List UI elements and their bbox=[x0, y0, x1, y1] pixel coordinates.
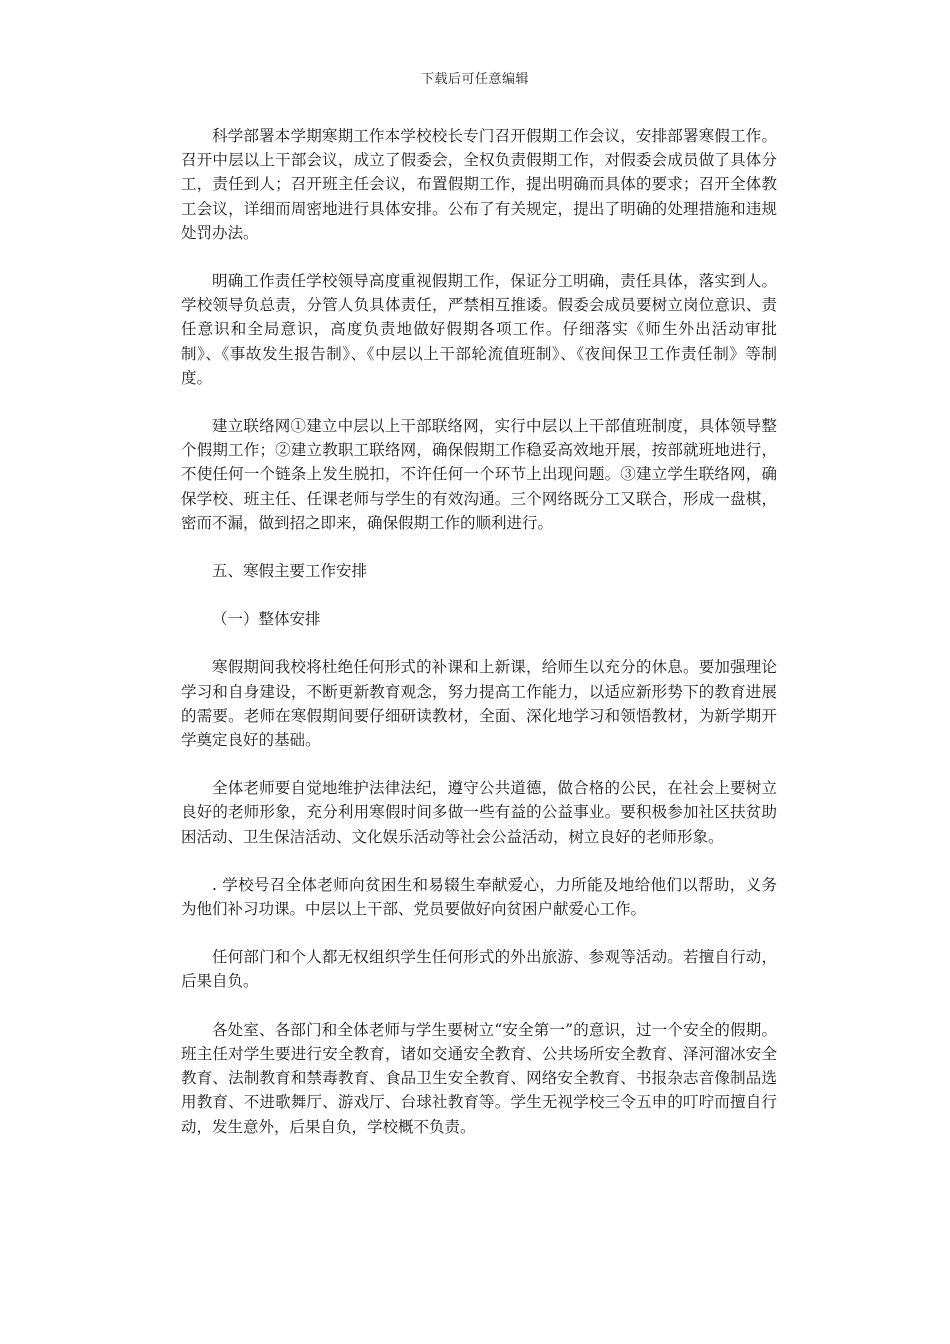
section-heading: 五、寒假主要工作安排 bbox=[212, 562, 368, 581]
paragraph-overall-arrangement: 寒假期间我校将杜绝任何形式的补课和上新课，给师生以充分的休息。要加强理论学习和自身建设，不断更新教育观念，努力提高工作能力，以适应新形势下的教育进展的需要。老师在寒假期间要仔细研读教材，全面、深化地学习和领悟教材，为新学期开学奠定良好的基础。 bbox=[181, 658, 777, 750]
document-body bbox=[181, 124, 777, 1163]
paragraph-work-deployment: 科学部署本学期寒期工作本学校校长专门召开假期工作会议，安排部署寒假工作。召开中层以上干部会议，成立了假委会，全权负责假期工作，对假委会成员做了具体分工，责任到人；召开班主任会议，布置假期工作，提出明确而具体的要求；召开全体教工会议，详细而周密地进行具体安排。公布了有关规定，提出了明确的处理措施和违规处罚办法。 bbox=[181, 127, 777, 242]
header-note: 下载后可任意编辑 bbox=[420, 72, 529, 87]
paragraph-contact-network: 建立联络网①建立中层以上干部联络网，实行中层以上干部值班制度，具体领导整个假期工作；②建立教职工联络网，确保假期工作稳妥高效地开展，按部就班地进行，不使任何一个链条上发生脱扣，不许任何一个环节上出现问题。③建立学生联络网，确保学校、班主任、任课老师与学生的有效沟通。三个网络既分工又联合，形成一盘棋，密而不漏，做到招之即来，确保假期工作的顺利进行。 bbox=[181, 417, 777, 532]
paragraph-no-trips: 任何部门和个人都无权组织学生任何形式的外出旅游、参观等活动。若擅自行动，后果自负。 bbox=[181, 948, 777, 991]
paragraph-safety-first: 各处室、各部门和全体老师与学生要树立“安全第一”的意识，过一个安全的假期。班主任对学生要进行安全教育，诸如交通安全教育、公共场所安全教育、泽河溜冰安全教育、法制教育和禁毒教育、食品卫生安全教育、网络安全教育、书报杂志音像制品选用教育、不进歌舞厅、游戏厅、台球社教育等。学生无视学校三令五申的叮咛而擅自行动，发生意外，后果自负，学校概不负责。 bbox=[181, 1020, 777, 1136]
paragraph-caring-students: . 学校号召全体老师向贫困生和易辍生奉献爱心，力所能及地给他们以帮助，义务为他们补习功课。中层以上干部、党员要做好向贫困户献爱心工作。 bbox=[181, 875, 777, 919]
paragraph-work-responsibility: 明确工作责任学校领导高度重视假期工作，保证分工明确，责任具体，落实到人。学校领导负总责，分管人负具体责任，严禁相互推诿。假委会成员要树立岗位意识、责任意识和全局意识，高度负责地做好假期各项工作。仔细落实《师生外出活动审批制》、《事故发生报告制》、《中层以上干部轮流值班制》、《夜间保卫工作责任制》等制度。 bbox=[181, 272, 777, 387]
paragraph-teacher-conduct: 全体老师要自觉地维护法律法纪，遵守公共道德，做合格的公民，在社会上要树立良好的老师形象，充分利用寒假时间多做一些有益的公益事业。要积极参加社区扶贫助困活动、卫生保洁活动、文化娱乐活动等社会公益活动，树立良好的老师形象。 bbox=[181, 779, 777, 846]
subsection-heading: （一）整体安排 bbox=[212, 610, 321, 629]
